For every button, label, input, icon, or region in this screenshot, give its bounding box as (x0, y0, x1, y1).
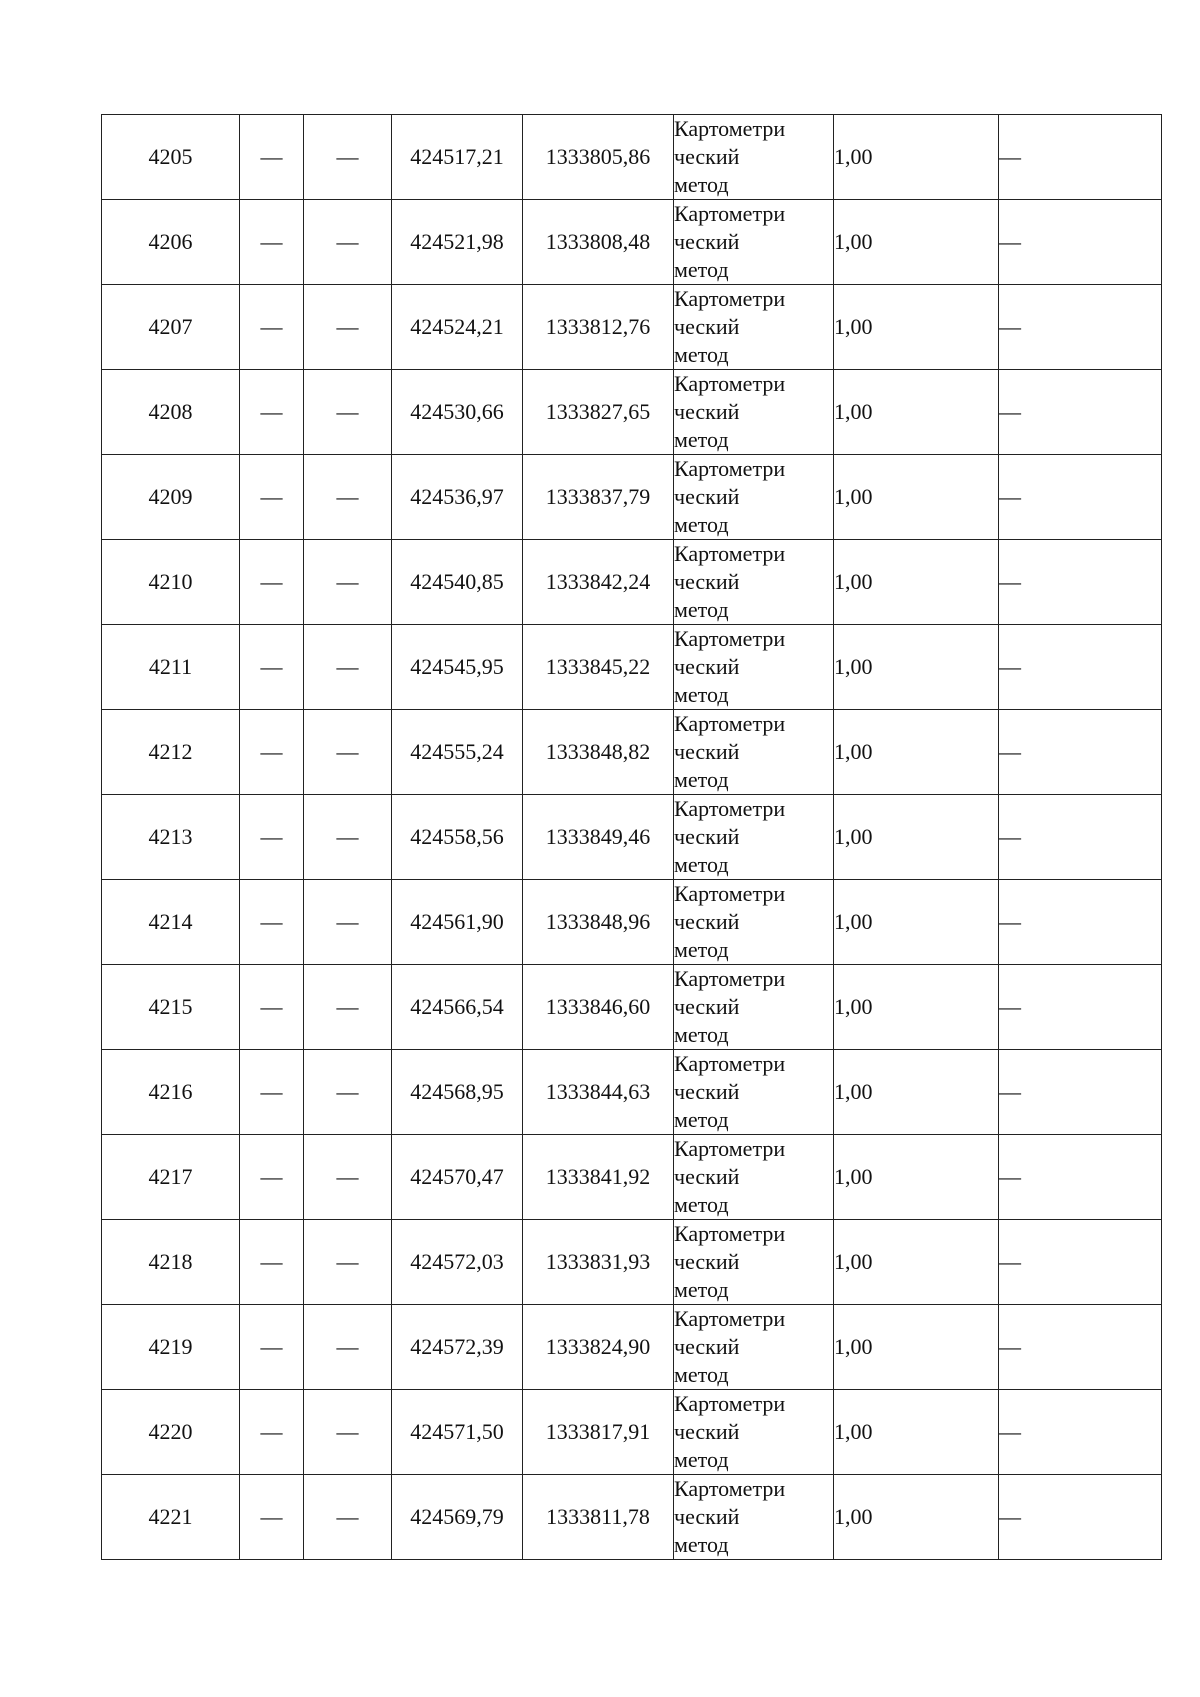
point-number-cell: 4214 (102, 880, 240, 965)
x-coordinate-cell: 424571,50 (392, 1390, 523, 1475)
method-text-line: ческий (674, 399, 740, 424)
method-text-line: Картометри (674, 456, 786, 481)
method-text-line: ческий (674, 909, 740, 934)
y-coordinate-cell: 1333844,63 (523, 1050, 674, 1135)
description-cell: — (999, 1390, 1162, 1475)
accuracy-cell: 1,00 (834, 795, 999, 880)
accuracy-cell: 1,00 (834, 540, 999, 625)
coordinates-table (101, 114, 1162, 1560)
method-cell (674, 795, 834, 880)
y-old-cell: — (304, 200, 392, 285)
accuracy-cell: 1,00 (834, 370, 999, 455)
table-row (102, 1050, 1162, 1135)
method-text-line: Картометри (674, 541, 786, 566)
document-page (101, 114, 1162, 1560)
y-coordinate-cell: 1333824,90 (523, 1305, 674, 1390)
point-number-cell: 4217 (102, 1135, 240, 1220)
method-text-line: Картометри (674, 711, 786, 736)
method-text-line: Картометри (674, 1221, 786, 1246)
point-number-cell: 4219 (102, 1305, 240, 1390)
method-text-line: Картометри (674, 1391, 786, 1416)
accuracy-cell: 1,00 (834, 880, 999, 965)
point-number-cell: 4218 (102, 1220, 240, 1305)
accuracy-cell: 1,00 (834, 1390, 999, 1475)
point-number-cell: 4216 (102, 1050, 240, 1135)
x-old-cell: — (240, 965, 304, 1050)
accuracy-cell: 1,00 (834, 710, 999, 795)
y-old-cell: — (304, 540, 392, 625)
method-cell (674, 965, 834, 1050)
method-cell (674, 1220, 834, 1305)
x-coordinate-cell: 424569,79 (392, 1475, 523, 1560)
method-text-line: Картометри (674, 966, 786, 991)
method-text-line: метод (674, 172, 729, 197)
method-text-line: метод (674, 852, 729, 877)
table-row (102, 455, 1162, 540)
method-cell (674, 455, 834, 540)
method-text-line: ческий (674, 144, 740, 169)
method-text-line: метод (674, 1277, 729, 1302)
y-old-cell: — (304, 625, 392, 710)
method-text-line: ческий (674, 569, 740, 594)
method-text-line: метод (674, 1192, 729, 1217)
method-text-line: ческий (674, 1334, 740, 1359)
y-coordinate-cell: 1333848,96 (523, 880, 674, 965)
table-row (102, 710, 1162, 795)
y-coordinate-cell: 1333811,78 (523, 1475, 674, 1560)
x-old-cell: — (240, 710, 304, 795)
method-cell (674, 1135, 834, 1220)
point-number-cell: 4220 (102, 1390, 240, 1475)
table-row (102, 1390, 1162, 1475)
x-coordinate-cell: 424572,39 (392, 1305, 523, 1390)
table-row (102, 540, 1162, 625)
description-cell: — (999, 625, 1162, 710)
method-text-line: ческий (674, 994, 740, 1019)
method-text-line: Картометри (674, 371, 786, 396)
description-cell: — (999, 370, 1162, 455)
x-old-cell: — (240, 1220, 304, 1305)
method-text-line: метод (674, 1107, 729, 1132)
method-text-line: метод (674, 257, 729, 282)
y-coordinate-cell: 1333846,60 (523, 965, 674, 1050)
y-old-cell: — (304, 1305, 392, 1390)
accuracy-cell: 1,00 (834, 1475, 999, 1560)
accuracy-cell: 1,00 (834, 285, 999, 370)
method-text-line: Картометри (674, 116, 786, 141)
y-old-cell: — (304, 1475, 392, 1560)
method-cell (674, 880, 834, 965)
y-coordinate-cell: 1333827,65 (523, 370, 674, 455)
accuracy-cell: 1,00 (834, 115, 999, 200)
description-cell: — (999, 795, 1162, 880)
point-number-cell: 4213 (102, 795, 240, 880)
x-coordinate-cell: 424530,66 (392, 370, 523, 455)
method-text-line: ческий (674, 1504, 740, 1529)
x-coordinate-cell: 424558,56 (392, 795, 523, 880)
table-row (102, 965, 1162, 1050)
x-old-cell: — (240, 200, 304, 285)
description-cell: — (999, 880, 1162, 965)
y-coordinate-cell: 1333841,92 (523, 1135, 674, 1220)
x-coordinate-cell: 424561,90 (392, 880, 523, 965)
y-old-cell: — (304, 115, 392, 200)
x-old-cell: — (240, 1050, 304, 1135)
method-text-line: Картометри (674, 286, 786, 311)
y-coordinate-cell: 1333837,79 (523, 455, 674, 540)
x-old-cell: — (240, 1305, 304, 1390)
x-old-cell: — (240, 625, 304, 710)
y-old-cell: — (304, 880, 392, 965)
y-old-cell: — (304, 1135, 392, 1220)
table-row (102, 370, 1162, 455)
method-cell (674, 540, 834, 625)
method-text-line: метод (674, 682, 729, 707)
method-text-line: Картометри (674, 626, 786, 651)
y-old-cell: — (304, 1390, 392, 1475)
method-cell (674, 115, 834, 200)
description-cell: — (999, 1050, 1162, 1135)
x-coordinate-cell: 424536,97 (392, 455, 523, 540)
point-number-cell: 4211 (102, 625, 240, 710)
table-row (102, 880, 1162, 965)
point-number-cell: 4208 (102, 370, 240, 455)
method-text-line: ческий (674, 1249, 740, 1274)
table-row (102, 1475, 1162, 1560)
y-coordinate-cell: 1333805,86 (523, 115, 674, 200)
method-text-line: метод (674, 1447, 729, 1472)
method-cell (674, 625, 834, 710)
method-cell (674, 285, 834, 370)
table-row (102, 115, 1162, 200)
point-number-cell: 4210 (102, 540, 240, 625)
y-coordinate-cell: 1333808,48 (523, 200, 674, 285)
table-row (102, 1305, 1162, 1390)
method-text-line: Картометри (674, 1306, 786, 1331)
method-text-line: Картометри (674, 881, 786, 906)
x-old-cell: — (240, 795, 304, 880)
method-text-line: ческий (674, 654, 740, 679)
y-coordinate-cell: 1333812,76 (523, 285, 674, 370)
accuracy-cell: 1,00 (834, 1305, 999, 1390)
accuracy-cell: 1,00 (834, 965, 999, 1050)
method-text-line: метод (674, 597, 729, 622)
description-cell: — (999, 965, 1162, 1050)
point-number-cell: 4206 (102, 200, 240, 285)
x-coordinate-cell: 424524,21 (392, 285, 523, 370)
accuracy-cell: 1,00 (834, 455, 999, 540)
x-coordinate-cell: 424566,54 (392, 965, 523, 1050)
x-coordinate-cell: 424545,95 (392, 625, 523, 710)
x-old-cell: — (240, 115, 304, 200)
description-cell: — (999, 540, 1162, 625)
x-coordinate-cell: 424572,03 (392, 1220, 523, 1305)
method-text-line: метод (674, 427, 729, 452)
table-row (102, 1220, 1162, 1305)
x-old-cell: — (240, 1390, 304, 1475)
method-text-line: метод (674, 1362, 729, 1387)
method-cell (674, 1475, 834, 1560)
x-coordinate-cell: 424540,85 (392, 540, 523, 625)
method-cell (674, 200, 834, 285)
y-coordinate-cell: 1333845,22 (523, 625, 674, 710)
x-old-cell: — (240, 455, 304, 540)
x-coordinate-cell: 424555,24 (392, 710, 523, 795)
method-text-line: ческий (674, 739, 740, 764)
y-coordinate-cell: 1333817,91 (523, 1390, 674, 1475)
y-old-cell: — (304, 370, 392, 455)
x-old-cell: — (240, 880, 304, 965)
table-row (102, 625, 1162, 710)
method-cell (674, 710, 834, 795)
accuracy-cell: 1,00 (834, 1220, 999, 1305)
method-text-line: Картометри (674, 1476, 786, 1501)
x-old-cell: — (240, 1135, 304, 1220)
y-coordinate-cell: 1333848,82 (523, 710, 674, 795)
method-text-line: ческий (674, 1164, 740, 1189)
y-coordinate-cell: 1333842,24 (523, 540, 674, 625)
description-cell: — (999, 1475, 1162, 1560)
method-text-line: ческий (674, 824, 740, 849)
method-cell (674, 1390, 834, 1475)
method-text-line: ческий (674, 1079, 740, 1104)
table-row (102, 200, 1162, 285)
x-coordinate-cell: 424521,98 (392, 200, 523, 285)
point-number-cell: 4209 (102, 455, 240, 540)
method-text-line: ческий (674, 1419, 740, 1444)
description-cell: — (999, 200, 1162, 285)
method-text-line: метод (674, 512, 729, 537)
y-coordinate-cell: 1333831,93 (523, 1220, 674, 1305)
x-old-cell: — (240, 540, 304, 625)
point-number-cell: 4207 (102, 285, 240, 370)
method-text-line: метод (674, 767, 729, 792)
method-text-line: метод (674, 937, 729, 962)
description-cell: — (999, 1135, 1162, 1220)
method-text-line: ческий (674, 314, 740, 339)
method-text-line: ческий (674, 484, 740, 509)
method-text-line: метод (674, 1532, 729, 1557)
method-cell (674, 1050, 834, 1135)
method-text-line: метод (674, 342, 729, 367)
table-row (102, 795, 1162, 880)
y-coordinate-cell: 1333849,46 (523, 795, 674, 880)
x-coordinate-cell: 424568,95 (392, 1050, 523, 1135)
description-cell: — (999, 455, 1162, 540)
accuracy-cell: 1,00 (834, 1135, 999, 1220)
x-old-cell: — (240, 1475, 304, 1560)
y-old-cell: — (304, 710, 392, 795)
y-old-cell: — (304, 795, 392, 880)
description-cell: — (999, 710, 1162, 795)
description-cell: — (999, 1220, 1162, 1305)
method-text-line: Картометри (674, 1136, 786, 1161)
method-text-line: Картометри (674, 796, 786, 821)
method-text-line: ческий (674, 229, 740, 254)
x-old-cell: — (240, 370, 304, 455)
y-old-cell: — (304, 1220, 392, 1305)
y-old-cell: — (304, 965, 392, 1050)
table-row (102, 1135, 1162, 1220)
table-body (102, 115, 1162, 1560)
x-coordinate-cell: 424570,47 (392, 1135, 523, 1220)
description-cell: — (999, 1305, 1162, 1390)
y-old-cell: — (304, 285, 392, 370)
point-number-cell: 4205 (102, 115, 240, 200)
method-text-line: Картометри (674, 1051, 786, 1076)
x-old-cell: — (240, 285, 304, 370)
accuracy-cell: 1,00 (834, 1050, 999, 1135)
point-number-cell: 4221 (102, 1475, 240, 1560)
accuracy-cell: 1,00 (834, 200, 999, 285)
method-cell (674, 1305, 834, 1390)
table-row (102, 285, 1162, 370)
method-cell (674, 370, 834, 455)
method-text-line: метод (674, 1022, 729, 1047)
y-old-cell: — (304, 455, 392, 540)
accuracy-cell: 1,00 (834, 625, 999, 710)
x-coordinate-cell: 424517,21 (392, 115, 523, 200)
point-number-cell: 4215 (102, 965, 240, 1050)
method-text-line: Картометри (674, 201, 786, 226)
description-cell: — (999, 115, 1162, 200)
y-old-cell: — (304, 1050, 392, 1135)
point-number-cell: 4212 (102, 710, 240, 795)
description-cell: — (999, 285, 1162, 370)
